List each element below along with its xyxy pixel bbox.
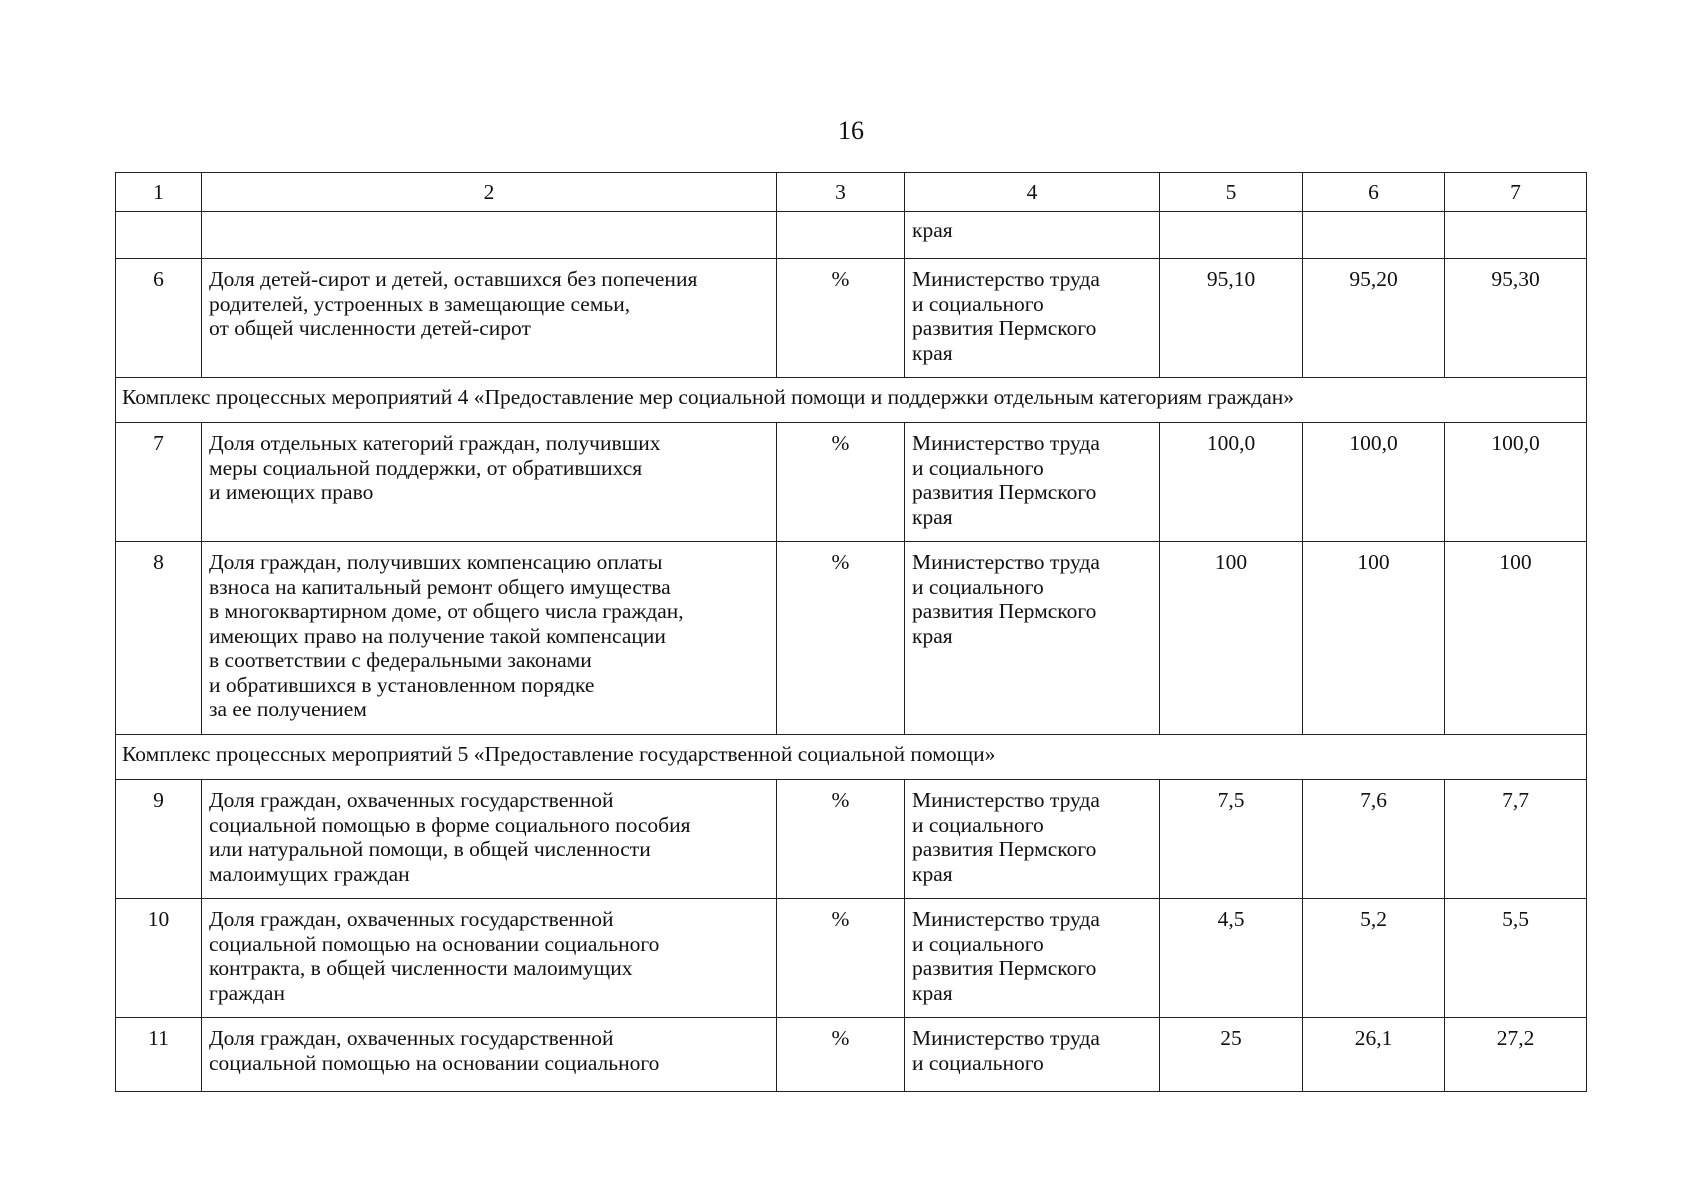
row-number-cell: 9 <box>116 780 202 899</box>
responsible-cell <box>905 259 1160 378</box>
header-cell-5: 5 <box>1160 173 1303 212</box>
header-cell-1: 1 <box>116 173 202 212</box>
responsible-cell-line: и социального <box>912 291 1044 316</box>
table-row <box>116 780 1587 899</box>
indicator-name-cell-line: от общей численности детей-сирот <box>209 316 531 340</box>
row-number-cell: 8 <box>116 542 202 735</box>
unit-cell: % <box>777 259 905 378</box>
continuation-num-cell <box>116 212 202 259</box>
indicator-name-cell-line: родителей, устроенных в замещающие семьи, <box>209 291 631 316</box>
unit-cell: % <box>777 899 905 1018</box>
continuation-unit-cell <box>777 212 905 259</box>
responsible-cell-line: и социального <box>912 931 1044 956</box>
responsible-cell-line: Министерство труда <box>912 907 1100 931</box>
header-cell-4: 4 <box>905 173 1160 212</box>
value-col5-cell: 100 <box>1160 542 1303 735</box>
indicator-name-cell <box>202 259 777 378</box>
row-number-cell: 11 <box>116 1018 202 1092</box>
indicator-name-cell-line: Доля граждан, охваченных государственной <box>209 907 614 931</box>
continuation-v5-cell <box>1160 212 1303 259</box>
responsible-cell-line: края <box>912 861 953 886</box>
responsible-cell-line: и социального <box>912 812 1044 837</box>
indicator-name-cell-line: социальной помощью в форме социального пособия <box>209 812 691 837</box>
indicator-name-cell <box>202 1018 777 1092</box>
value-col6-cell: 7,6 <box>1303 780 1445 899</box>
indicator-name-cell <box>202 780 777 899</box>
responsible-cell-line: Министерство труда <box>912 788 1100 812</box>
indicator-name-cell-line: социальной помощью на основании социального <box>209 1050 660 1075</box>
header-cell-6: 6 <box>1303 173 1445 212</box>
responsible-cell-line: развития Пермского <box>912 837 1097 861</box>
indicator-name-cell-line: в соответствии с федеральными законами <box>209 648 592 672</box>
responsible-cell-line: Министерство труда <box>912 431 1100 455</box>
unit-cell: % <box>777 542 905 735</box>
table-row <box>116 899 1587 1018</box>
continuation-v7-cell <box>1445 212 1587 259</box>
value-col7-cell: 100 <box>1445 542 1587 735</box>
indicator-name-cell-line: взноса на капитальный ремонт общего имущества <box>209 574 671 599</box>
value-col5-cell: 4,5 <box>1160 899 1303 1018</box>
table-row <box>116 1018 1587 1092</box>
value-col6-cell: 5,2 <box>1303 899 1445 1018</box>
value-col6-cell: 26,1 <box>1303 1018 1445 1092</box>
responsible-cell-line: Министерство труда <box>912 267 1100 291</box>
row-number-cell: 10 <box>116 899 202 1018</box>
indicator-name-cell-line: Доля отдельных категорий граждан, получивших <box>209 431 661 455</box>
indicator-name-cell <box>202 423 777 542</box>
header-cell-3: 3 <box>777 173 905 212</box>
value-col5-cell: 100,0 <box>1160 423 1303 542</box>
continuation-responsible-cell <box>905 212 1160 259</box>
value-col6-cell: 100,0 <box>1303 423 1445 542</box>
section-heading: Комплекс процессных мероприятий 4 «Предоставление мер социальной помощи и поддержки отдельным категориям граждан» <box>116 378 1587 423</box>
table-row <box>116 423 1587 542</box>
responsible-cell-line: развития Пермского <box>912 956 1097 980</box>
indicator-name-cell-line: Доля граждан, охваченных государственной <box>209 788 614 812</box>
indicator-name-cell-line: Доля граждан, охваченных государственной <box>209 1026 614 1050</box>
section-heading: Комплекс процессных мероприятий 5 «Предоставление государственной социальной помощи» <box>116 735 1587 780</box>
value-col5-cell: 25 <box>1160 1018 1303 1092</box>
indicator-name-cell-line: Доля граждан, получивших компенсацию оплаты <box>209 550 663 574</box>
value-col7-cell: 95,30 <box>1445 259 1587 378</box>
indicator-name-cell <box>202 542 777 735</box>
indicator-name-cell-line: и имеющих право <box>209 480 374 504</box>
indicator-name-cell-line: граждан <box>209 980 285 1005</box>
indicator-name-cell-line: контракта, в общей численности малоимущих <box>209 956 633 980</box>
indicator-name-cell-line: малоимущих граждан <box>209 861 410 886</box>
unit-cell: % <box>777 1018 905 1092</box>
responsible-cell-line: и социального <box>912 574 1044 599</box>
table-row <box>116 542 1587 735</box>
indicator-name-cell-line: и обратившихся в установленном порядке <box>209 672 595 697</box>
responsible-cell-line: Министерство труда <box>912 1026 1100 1050</box>
section-heading-row <box>116 735 1587 780</box>
value-col5-cell: 7,5 <box>1160 780 1303 899</box>
value-col5-cell: 95,10 <box>1160 259 1303 378</box>
section-heading-row <box>116 378 1587 423</box>
continuation-row <box>116 212 1587 259</box>
responsible-line: края <box>912 218 953 242</box>
responsible-cell-line: края <box>912 980 953 1005</box>
continuation-v6-cell <box>1303 212 1445 259</box>
value-col6-cell: 100 <box>1303 542 1445 735</box>
indicator-name-cell-line: имеющих право на получение такой компенсации <box>209 623 666 648</box>
indicator-name-cell-line: в многоквартирном доме, от общего числа граждан, <box>209 599 684 623</box>
responsible-cell-line: и социального <box>912 1050 1044 1075</box>
indicator-name-cell-line: социальной помощью на основании социального <box>209 931 660 956</box>
responsible-cell-line: развития Пермского <box>912 480 1097 504</box>
continuation-name-cell <box>202 212 777 259</box>
header-cell-7: 7 <box>1445 173 1587 212</box>
value-col7-cell: 5,5 <box>1445 899 1587 1018</box>
row-number-cell: 6 <box>116 259 202 378</box>
value-col6-cell: 95,20 <box>1303 259 1445 378</box>
row-number-cell: 7 <box>116 423 202 542</box>
page-number: 16 <box>838 116 864 145</box>
responsible-cell-line: края <box>912 504 953 529</box>
responsible-cell <box>905 542 1160 735</box>
indicator-name-cell <box>202 899 777 1018</box>
unit-cell: % <box>777 780 905 899</box>
responsible-cell <box>905 1018 1160 1092</box>
table-header-row <box>116 173 1587 212</box>
value-col7-cell: 27,2 <box>1445 1018 1587 1092</box>
table-row <box>116 259 1587 378</box>
responsible-cell-line: развития Пермского <box>912 599 1097 623</box>
value-col7-cell: 7,7 <box>1445 780 1587 899</box>
indicator-name-cell-line: меры социальной поддержки, от обратившихся <box>209 455 643 480</box>
indicator-name-cell-line: за ее получением <box>209 697 367 721</box>
responsible-cell <box>905 780 1160 899</box>
unit-cell: % <box>777 423 905 542</box>
responsible-cell-line: и социального <box>912 455 1044 480</box>
indicator-name-cell-line: или натуральной помощи, в общей численности <box>209 837 651 861</box>
responsible-cell-line: развития Пермского <box>912 316 1097 340</box>
responsible-cell-line: Министерство труда <box>912 550 1100 574</box>
indicator-name-cell-line: Доля детей-сирот и детей, оставшихся без попечения <box>209 267 698 291</box>
responsible-cell <box>905 899 1160 1018</box>
responsible-cell <box>905 423 1160 542</box>
value-col7-cell: 100,0 <box>1445 423 1587 542</box>
header-cell-2: 2 <box>202 173 777 212</box>
responsible-cell-line: края <box>912 340 953 365</box>
indicators-table <box>115 172 1587 1092</box>
responsible-cell-line: края <box>912 623 953 648</box>
